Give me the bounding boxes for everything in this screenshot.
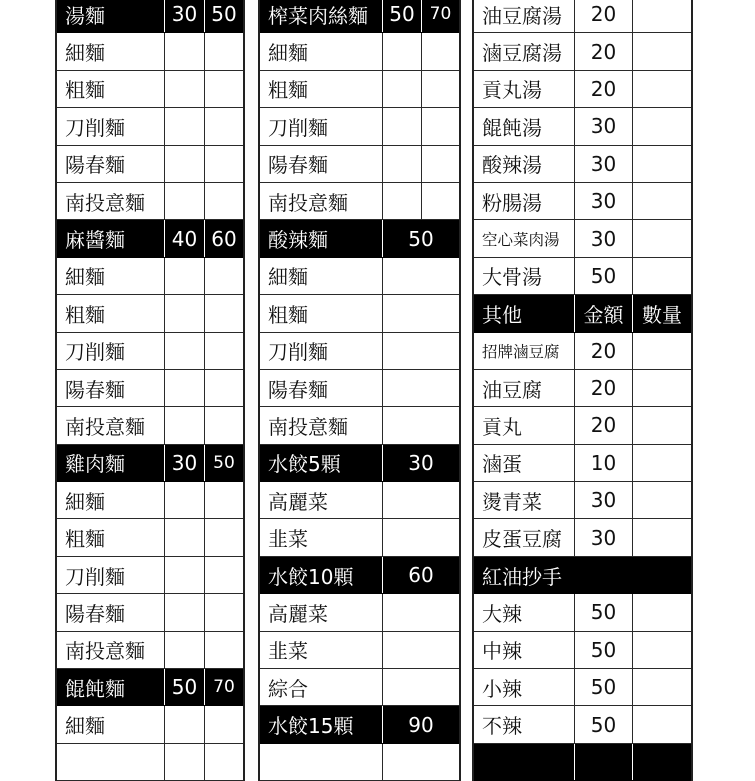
- quantity-cell: [632, 0, 691, 32]
- item-name: 細麵: [268, 265, 308, 290]
- price-cell: 20: [574, 333, 632, 369]
- item-name: 小辣: [482, 676, 522, 701]
- item-name: 陽春麵: [65, 153, 125, 178]
- section-title: 水餃5顆: [268, 452, 341, 477]
- price-cell: [164, 632, 204, 668]
- item-name: 刀削麵: [65, 564, 125, 589]
- menu-item-row: [57, 557, 243, 594]
- quantity-cell: [632, 33, 691, 69]
- price-cell: [164, 744, 204, 780]
- item-name: 燙青菜: [482, 489, 542, 514]
- price-cell: 數量: [632, 295, 691, 331]
- price-cell: [574, 744, 632, 780]
- item-name: [260, 744, 382, 780]
- item-name: 餛飩湯: [482, 115, 542, 140]
- quantity-cell: [204, 744, 243, 780]
- quantity-cell: [632, 706, 691, 742]
- menu-item-row: [474, 445, 691, 482]
- quantity-cell: [382, 669, 459, 705]
- price-cell: [164, 407, 204, 443]
- menu-item-row: [474, 258, 691, 295]
- quantity-cell: [632, 333, 691, 369]
- price-cell: 20: [574, 407, 632, 443]
- menu-item-row: [57, 744, 243, 781]
- item-name: 貢丸: [482, 414, 522, 439]
- quantity-cell: [421, 146, 459, 182]
- quantity-cell: [204, 258, 243, 294]
- item-name: 刀削麵: [268, 115, 328, 140]
- item-name: 中辣: [482, 639, 522, 664]
- menu-section-header: [260, 220, 459, 257]
- menu-section-header: [474, 744, 691, 781]
- menu-item-row: [474, 594, 691, 631]
- price-cell: [382, 108, 421, 144]
- item-name: 細麵: [65, 41, 105, 66]
- menu-item-row: [260, 370, 459, 407]
- item-name: 陽春麵: [268, 153, 328, 178]
- price-cell: [164, 146, 204, 182]
- price-cell: [164, 295, 204, 331]
- menu-item-row: [57, 146, 243, 183]
- price-cell: 30: [164, 445, 204, 481]
- quantity-cell: [204, 407, 243, 443]
- price-cell: [164, 258, 204, 294]
- menu-section-header: [57, 220, 243, 257]
- price-cell: 30: [382, 445, 459, 481]
- price-cell: 50: [574, 669, 632, 705]
- section-title: 水餃10顆: [268, 564, 354, 589]
- price-cell: [382, 71, 421, 107]
- price-cell: 70: [204, 669, 243, 705]
- menu-item-row: [57, 370, 243, 407]
- price-cell: 50: [382, 220, 459, 256]
- quantity-cell: [204, 557, 243, 593]
- menu-item-row: [260, 183, 459, 220]
- item-name: 細麵: [268, 41, 308, 66]
- menu-item-row: [474, 33, 691, 70]
- price-cell: 30: [574, 146, 632, 182]
- price-cell: [164, 706, 204, 742]
- section-title: 其他: [482, 302, 522, 327]
- price-cell: [164, 183, 204, 219]
- quantity-cell: [632, 482, 691, 518]
- section-title: 酸辣麵: [268, 228, 328, 253]
- price-cell: 50: [204, 0, 243, 32]
- item-name: 南投意麵: [65, 639, 145, 664]
- quantity-cell: [204, 333, 243, 369]
- section-title: 水餃15顆: [268, 714, 354, 739]
- quantity-cell: [632, 258, 691, 294]
- quantity-cell: [632, 594, 691, 630]
- quantity-cell: [382, 258, 459, 294]
- item-name: 招牌滷豆腐: [482, 342, 560, 361]
- menu-column-noodles: [55, 0, 245, 781]
- quantity-cell: [204, 295, 243, 331]
- section-title: 榨菜肉絲麵: [268, 3, 368, 28]
- item-name: 粉腸湯: [482, 190, 542, 215]
- price-cell: [164, 482, 204, 518]
- menu-item-row: [57, 71, 243, 108]
- menu-item-row: [260, 594, 459, 631]
- menu-item-row: [57, 407, 243, 444]
- price-cell: 30: [574, 220, 632, 256]
- price-cell: [382, 183, 421, 219]
- menu-item-row: [260, 632, 459, 669]
- price-cell: 40: [164, 220, 204, 256]
- price-cell: 60: [382, 557, 459, 593]
- menu-item-row: [57, 519, 243, 556]
- quantity-cell: [632, 146, 691, 182]
- menu-item-row: [57, 33, 243, 70]
- menu-item-row: [260, 295, 459, 332]
- menu-item-row: [57, 295, 243, 332]
- quantity-cell: [204, 146, 243, 182]
- price-cell: 30: [164, 0, 204, 32]
- section-title: 麻醬麵: [65, 228, 125, 253]
- price-cell: [164, 370, 204, 406]
- quantity-cell: [204, 482, 243, 518]
- price-cell: 50: [574, 632, 632, 668]
- menu-item-row: [260, 333, 459, 370]
- item-name: 細麵: [65, 714, 105, 739]
- quantity-cell: [382, 295, 459, 331]
- menu-item-row: [474, 146, 691, 183]
- menu-item-row: [260, 407, 459, 444]
- price-cell: 70: [421, 0, 459, 32]
- price-cell: 50: [164, 669, 204, 705]
- quantity-cell: [632, 183, 691, 219]
- item-name: 油豆腐: [482, 377, 542, 402]
- menu-section-header: [260, 445, 459, 482]
- quantity-cell: [632, 445, 691, 481]
- item-name: 粗麵: [268, 78, 308, 103]
- quantity-cell: [204, 71, 243, 107]
- quantity-cell: [632, 407, 691, 443]
- quantity-cell: [382, 407, 459, 443]
- item-name: 滷豆腐湯: [482, 41, 562, 66]
- price-cell: 60: [204, 220, 243, 256]
- price-cell: 30: [574, 183, 632, 219]
- menu-item-row: [260, 258, 459, 295]
- price-cell: [164, 71, 204, 107]
- menu-item-row: [57, 333, 243, 370]
- quantity-cell: [632, 370, 691, 406]
- menu-column-noodles-dumplings: [258, 0, 461, 781]
- section-title: 湯麵: [65, 3, 105, 28]
- item-name: 貢丸湯: [482, 78, 542, 103]
- quantity-cell: [204, 183, 243, 219]
- price-cell: 20: [574, 370, 632, 406]
- quantity-cell: [421, 71, 459, 107]
- quantity-cell: [632, 71, 691, 107]
- item-name: 酸辣湯: [482, 153, 542, 178]
- quantity-cell: [382, 744, 459, 780]
- price-cell: 30: [574, 482, 632, 518]
- quantity-cell: [382, 333, 459, 369]
- price-cell: 50: [574, 258, 632, 294]
- item-name: 刀削麵: [65, 115, 125, 140]
- item-name: 大辣: [482, 601, 522, 626]
- menu-item-row: [474, 632, 691, 669]
- item-name: 粗麵: [65, 527, 105, 552]
- price-cell: 20: [574, 33, 632, 69]
- menu-item-row: [474, 370, 691, 407]
- price-cell: 金額: [574, 295, 632, 331]
- item-name: 高麗菜: [268, 601, 328, 626]
- quantity-cell: [382, 519, 459, 555]
- menu-item-row: [474, 220, 691, 257]
- item-name: 高麗菜: [268, 489, 328, 514]
- quantity-cell: [382, 594, 459, 630]
- item-name: 空心菜肉湯: [482, 230, 560, 249]
- item-name: 陽春麵: [268, 377, 328, 402]
- menu-item-row: [474, 0, 691, 33]
- menu-item-row: [260, 108, 459, 145]
- price-cell: [382, 146, 421, 182]
- price-cell: [164, 557, 204, 593]
- menu-item-row: [474, 482, 691, 519]
- quantity-cell: [204, 594, 243, 630]
- item-name: 大骨湯: [482, 265, 542, 290]
- quantity-cell: [632, 519, 691, 555]
- menu-item-row: [474, 108, 691, 145]
- quantity-cell: [204, 108, 243, 144]
- quantity-cell: [204, 632, 243, 668]
- menu-item-row: [474, 519, 691, 556]
- price-cell: [164, 333, 204, 369]
- item-name: 粗麵: [65, 78, 105, 103]
- item-name: 韭菜: [268, 527, 308, 552]
- quantity-cell: [632, 108, 691, 144]
- item-name: 粗麵: [65, 302, 105, 327]
- price-cell: [164, 108, 204, 144]
- quantity-cell: [421, 33, 459, 69]
- price-cell: [632, 744, 691, 780]
- price-cell: 90: [382, 706, 459, 742]
- menu-section-header: [260, 706, 459, 743]
- quantity-cell: [421, 183, 459, 219]
- item-name: [57, 744, 164, 780]
- menu-item-row: [57, 482, 243, 519]
- item-name: 粗麵: [268, 302, 308, 327]
- menu-item-row: [57, 632, 243, 669]
- menu-item-row: [474, 71, 691, 108]
- item-name: 南投意麵: [268, 414, 348, 439]
- price-cell: [164, 594, 204, 630]
- menu-column-soups-others: [472, 0, 693, 781]
- quantity-cell: [204, 706, 243, 742]
- quantity-cell: [632, 220, 691, 256]
- menu-item-row: [57, 706, 243, 743]
- price-cell: 30: [574, 108, 632, 144]
- menu-item-row: [474, 407, 691, 444]
- item-name: 刀削麵: [65, 340, 125, 365]
- item-name: 油豆腐湯: [482, 3, 562, 28]
- menu-item-row: [260, 744, 459, 781]
- price-cell: 10: [574, 445, 632, 481]
- price-cell: 50: [574, 594, 632, 630]
- item-name: 南投意麵: [65, 414, 145, 439]
- quantity-cell: [204, 370, 243, 406]
- menu-item-row: [474, 183, 691, 220]
- price-cell: 20: [574, 71, 632, 107]
- price-cell: 50: [204, 445, 243, 481]
- quantity-cell: [632, 669, 691, 705]
- quantity-cell: [421, 108, 459, 144]
- quantity-cell: [632, 632, 691, 668]
- item-name: 細麵: [65, 489, 105, 514]
- menu-item-row: [260, 71, 459, 108]
- menu-section-header: [57, 445, 243, 482]
- menu-item-row: [260, 669, 459, 706]
- item-name: 南投意麵: [65, 190, 145, 215]
- menu-item-row: [474, 706, 691, 743]
- item-name: 滷蛋: [482, 452, 522, 477]
- item-name: 韭菜: [268, 639, 308, 664]
- menu-item-row: [260, 482, 459, 519]
- menu-item-row: [260, 519, 459, 556]
- item-name: 南投意麵: [268, 190, 348, 215]
- section-title: 紅油抄手: [482, 564, 562, 589]
- section-title: [474, 744, 574, 780]
- quantity-cell: [204, 33, 243, 69]
- price-cell: [164, 33, 204, 69]
- section-title: 雞肉麵: [65, 452, 125, 477]
- section-title: 餛飩麵: [65, 676, 125, 701]
- menu-section-header: [260, 0, 459, 33]
- quantity-cell: [382, 632, 459, 668]
- item-name: 刀削麵: [268, 340, 328, 365]
- menu-item-row: [57, 108, 243, 145]
- menu-item-row: [260, 33, 459, 70]
- price-cell: 50: [574, 706, 632, 742]
- item-name: 綜合: [268, 676, 308, 701]
- item-name: 陽春麵: [65, 601, 125, 626]
- item-name: 陽春麵: [65, 377, 125, 402]
- price-cell: [164, 519, 204, 555]
- menu-item-row: [57, 183, 243, 220]
- menu-section-header: [57, 669, 243, 706]
- price-cell: 30: [574, 519, 632, 555]
- item-name: 不辣: [482, 714, 522, 739]
- quantity-cell: [382, 482, 459, 518]
- item-name: 皮蛋豆腐: [482, 527, 562, 552]
- menu-section-header: [57, 0, 243, 33]
- item-name: 細麵: [65, 265, 105, 290]
- quantity-cell: [204, 519, 243, 555]
- menu-section-header: [474, 295, 691, 332]
- quantity-cell: [382, 370, 459, 406]
- menu-section-header: [260, 557, 459, 594]
- menu-item-row: [57, 258, 243, 295]
- menu-item-row: [260, 146, 459, 183]
- price-cell: 50: [382, 0, 421, 32]
- menu-item-row: [474, 333, 691, 370]
- price-cell: 20: [574, 0, 632, 32]
- menu-item-row: [57, 594, 243, 631]
- price-cell: [382, 33, 421, 69]
- menu-section-header: [474, 557, 691, 594]
- menu-item-row: [474, 669, 691, 706]
